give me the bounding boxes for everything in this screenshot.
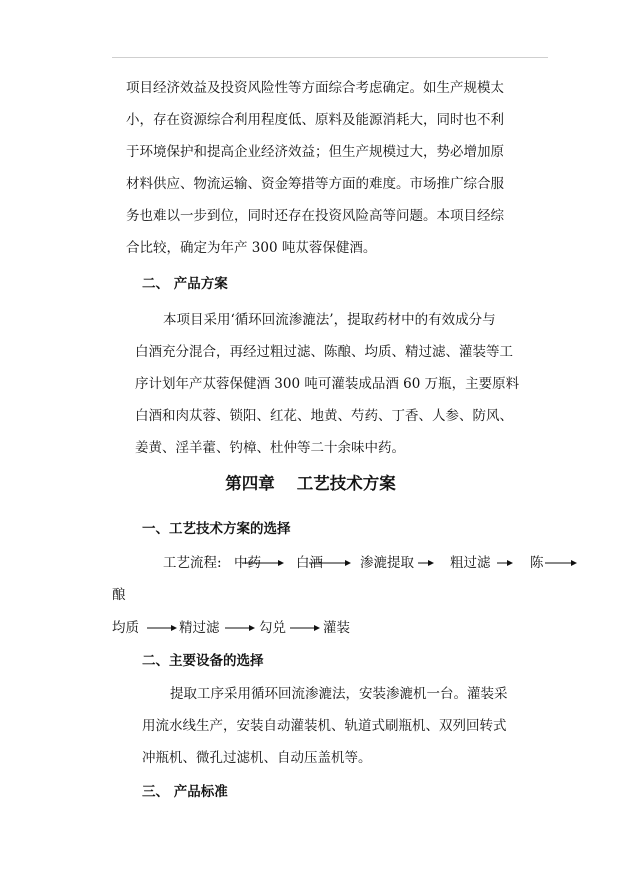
flow-arrow-icon [290, 623, 320, 633]
flow-arrow-icon [497, 558, 513, 568]
flow-step: 中药 [234, 555, 261, 571]
flow-arrow-icon [147, 623, 177, 633]
flow-arrow-icon [309, 558, 351, 568]
section-heading-standard: 三、 产品标准 [142, 784, 228, 800]
flow-arrow-icon [242, 558, 284, 568]
paragraph-line: 小，存在资源综合利用程度低、原料及能源消耗大，同时也不利 [126, 112, 504, 128]
flow-arrow-icon [545, 558, 577, 568]
paragraph-line: 序计划年产苁蓉保健酒 300 吨可灌装成品酒 60 万瓶，主要原料 [135, 376, 520, 392]
paragraph-line: 项目经济效益及投资风险性等方面综合考虑确定。如生产规模太 [126, 80, 504, 96]
flow-arrow-icon [418, 558, 434, 568]
flow-arrow-icon [225, 623, 255, 633]
flow-step: 陈 [530, 555, 544, 571]
section-heading-equipment: 二、主要设备的选择 [142, 653, 264, 669]
paragraph-line: 提取工序采用循环回流渗漉法，安装渗漉机一台。灌装采 [170, 686, 508, 702]
flow-step: 粗过滤 [450, 555, 491, 571]
flow-step: 白酒 [296, 555, 323, 571]
paragraph-line: 本项目采用‘循环回流渗漉法’，提取药材中的有效成分与 [163, 312, 496, 328]
paragraph-line: 姜黄、淫羊藿、钓樟、杜仲等二十余味中药。 [135, 440, 405, 456]
chapter-heading [0, 470, 621, 494]
paragraph-line: 冲瓶机、微孔过滤机、自动压盖机等。 [142, 750, 372, 766]
flow-label: 工艺流程: [163, 555, 222, 571]
header-rule [112, 57, 548, 58]
paragraph-line: 务也难以一步到位，同时还存在投资风险高等问题。本项目经综 [126, 208, 504, 224]
flow-step: 均质 [112, 620, 139, 636]
paragraph-line: 用流水线生产，安装自动灌装机、轨道式刷瓶机、双列回转式 [142, 718, 507, 734]
flow-step: 勾兑 [259, 620, 286, 636]
paragraph-line: 白酒和肉苁蓉、锁阳、红花、地黄、芍药、丁香、人参、防风、 [135, 408, 513, 424]
flow-step: 精过滤 [179, 620, 220, 636]
section-heading-product: 二、 产品方案 [142, 276, 228, 292]
paragraph-line: 合比较，确定为年产 300 吨苁蓉保健酒。 [126, 240, 377, 256]
flow-step: 灌装 [323, 620, 350, 636]
chapter-number: 第四章 [225, 474, 275, 493]
section-heading-process: 一、工艺技术方案的选择 [142, 521, 291, 537]
flow-step: 渗漉提取 [360, 555, 414, 571]
paragraph-line: 材料供应、物流运输、资金筹措等方面的难度。市场推广综合服 [126, 176, 504, 192]
paragraph-line: 白酒充分混合，再经过粗过滤、陈酿、均质、精过滤、灌装等工 [135, 344, 513, 360]
paragraph-line: 于环境保护和提高企业经济效益；但生产规模过大，势必增加原 [126, 144, 504, 160]
chapter-title: 工艺技术方案 [296, 474, 396, 493]
flow-step: 酿 [112, 587, 126, 603]
